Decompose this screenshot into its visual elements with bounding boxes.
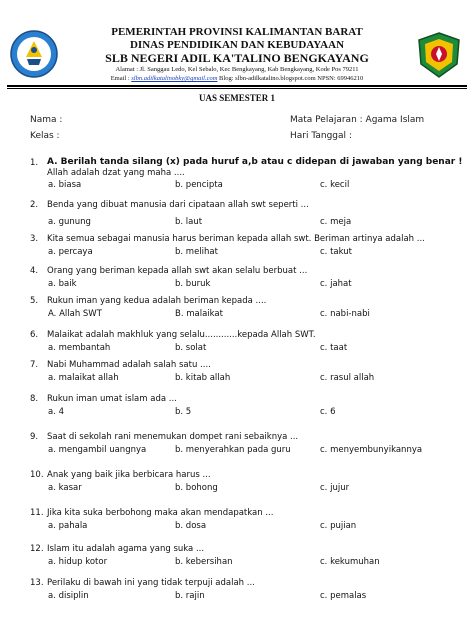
answer-option-b: b. pencipta <box>175 180 223 190</box>
answer-option-c: c. pemalas <box>320 591 367 601</box>
question-number: 11. <box>30 508 44 518</box>
answer-option-b: b. rajin <box>175 591 205 601</box>
answer-option-a: a. hidup kotor <box>48 557 108 567</box>
answer-option-b: b. menyerahkan pada guru <box>175 445 291 455</box>
answer-option-a: a. biasa <box>48 180 82 190</box>
question-text: Orang yang beriman kepada allah swt akan selalu berbuat ... <box>47 266 308 276</box>
answer-option-c: c. nabi-nabi <box>320 309 370 319</box>
header-contact <box>60 75 414 82</box>
answer-option-b: b. 5 <box>175 407 192 417</box>
question-number: 12. <box>30 544 44 554</box>
question-text: Anak yang baik jika berbicara harus ... <box>47 470 211 480</box>
answer-option-a: a. mengambil uangnya <box>48 445 147 455</box>
question-text: Nabi Muhammad adalah salah satu .... <box>47 360 211 370</box>
question-text: Allah adalah dzat yang maha .... <box>47 168 185 178</box>
email-label: Email : <box>110 75 132 82</box>
education-ministry-logo <box>9 29 59 79</box>
date-field: Hari Tanggal : <box>290 131 352 141</box>
question-number: 6. <box>30 330 39 340</box>
answer-option-a: a. kasar <box>48 483 82 493</box>
answer-option-c: c. pujian <box>320 521 357 531</box>
bengkayang-regency-crest <box>414 30 464 80</box>
question-text: Jika kita suka berbohong maka akan mendapatkan ... <box>47 508 274 518</box>
answer-option-b: b. kebersihan <box>175 557 233 567</box>
answer-option-b: b. laut <box>175 217 203 227</box>
question-text: Rukun iman umat islam ada ... <box>47 394 177 404</box>
subject-field: Mata Pelajaran : Agama Islam <box>290 115 425 125</box>
answer-option-c: c. takut <box>320 247 352 257</box>
contact-rest: Blog: slbn-adilkatalino.blogspot.com NPSN: 69946210 <box>217 75 364 82</box>
header-address: Alamat : Jl. Sanggau Ledo, Kel Sebalo, Kec Bengkayang, Kab Bengkayang, Kode Pos 79211 <box>115 66 359 73</box>
question-number: 1. <box>30 158 39 168</box>
answer-option-b: b. melihat <box>175 247 218 257</box>
question-number: 13. <box>30 578 44 588</box>
answer-option-c: c. rasul allah <box>320 373 375 383</box>
answer-option-c: c. kekumuhan <box>320 557 380 567</box>
header-rule-thick <box>7 85 467 87</box>
answer-option-a: a. membantah <box>48 343 111 353</box>
answer-option-a: a. baik <box>48 279 77 289</box>
answer-option-a: a. gunung <box>48 217 91 227</box>
question-text: Benda yang dibuat manusia dari cipataan allah swt seperti ... <box>47 200 309 210</box>
answer-option-c: c. jujur <box>320 483 350 493</box>
header-government: PEMERINTAH PROVINSI KALIMANTAN BARAT <box>111 26 363 38</box>
class-field: Kelas : <box>30 131 60 141</box>
question-number: 4. <box>30 266 39 276</box>
answer-option-a: a. malaikat allah <box>48 373 119 383</box>
exam-title: UAS SEMESTER 1 <box>198 93 276 103</box>
answer-option-b: b. dosa <box>175 521 207 531</box>
question-text: Islam itu adalah agama yang suka ... <box>47 544 205 554</box>
question-number: 7. <box>30 360 39 370</box>
answer-option-a: a. 4 <box>48 407 65 417</box>
question-text: Saat di sekolah rani menemukan dompet rani sebaiknya ... <box>47 432 299 442</box>
answer-option-a: A. Allah SWT <box>48 309 102 319</box>
answer-option-c: c. menyembunyikannya <box>320 445 423 455</box>
question-number: 3. <box>30 234 39 244</box>
question-text: Rukun iman yang kedua adalah beriman kepada .... <box>47 296 267 306</box>
answer-option-c: c. jahat <box>320 279 352 289</box>
answer-option-c: c. meja <box>320 217 352 227</box>
answer-option-c: c. kecil <box>320 180 350 190</box>
name-field: Nama : <box>30 115 63 125</box>
answer-option-b: b. kitab allah <box>175 373 231 383</box>
question-text: Kita semua sebagai manusia harus beriman kepada allah swt. Beriman artinya adalah ... <box>47 234 425 244</box>
question-number: 2. <box>30 200 39 210</box>
instruction-text: A. Berilah tanda silang (x) pada huruf a,b atau c didepan di jawaban yang benar ! <box>47 157 463 167</box>
header-department: DINAS PENDIDIKAN DAN KEBUDAYAAN <box>129 39 345 51</box>
question-text: Malaikat adalah makhluk yang selalu............kepada Allah SWT. <box>47 330 316 340</box>
answer-option-a: a. percaya <box>48 247 93 257</box>
question-number: 10. <box>30 470 44 480</box>
answer-option-a: a. disiplin <box>48 591 89 601</box>
question-number: 9. <box>30 432 39 442</box>
question-number: 5. <box>30 296 39 306</box>
answer-option-b: b. buruk <box>175 279 211 289</box>
email-link[interactable]: slbn.adilkatalinobky@gmail.com <box>131 75 218 82</box>
answer-option-c: c. taat <box>320 343 348 353</box>
answer-option-b: B. malaikat <box>175 309 223 319</box>
answer-option-c: c. 6 <box>320 407 336 417</box>
header-rule-thin <box>7 88 467 89</box>
question-number: 8. <box>30 394 39 404</box>
question-text: Perilaku di bawah ini yang tidak terpuji adalah ... <box>47 578 255 588</box>
answer-option-b: b. bohong <box>175 483 218 493</box>
header-school-name: SLB NEGERI ADIL KA'TALINO BENGKAYANG <box>105 51 369 65</box>
answer-option-b: b. solat <box>175 343 207 353</box>
answer-option-a: a. pahala <box>48 521 88 531</box>
